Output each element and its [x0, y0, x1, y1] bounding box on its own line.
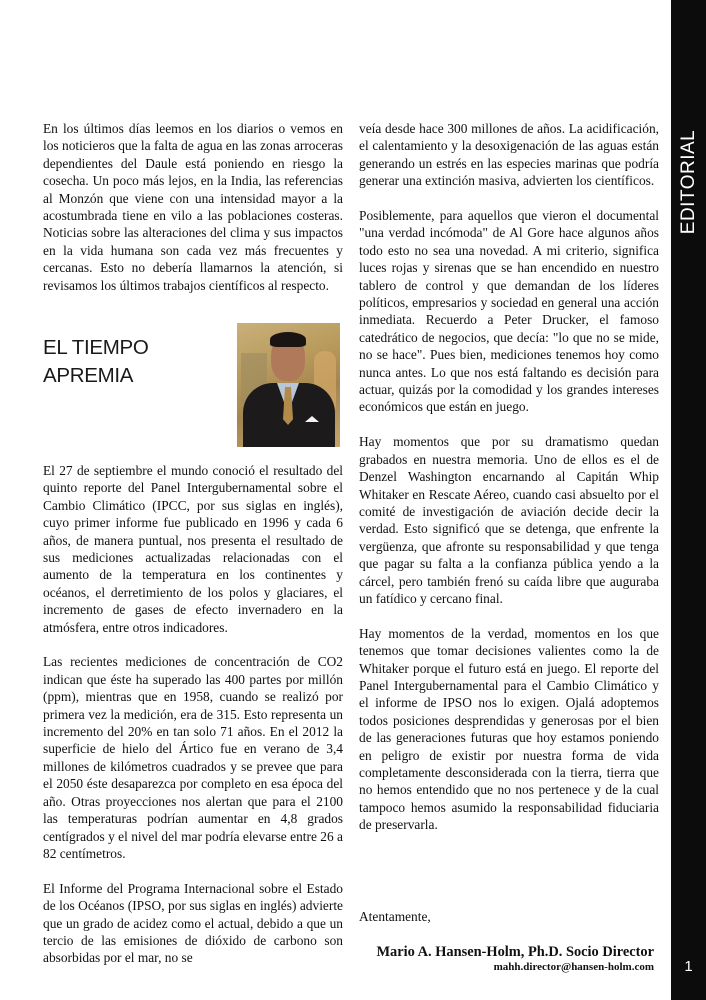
left-column-intro — [43, 120, 343, 294]
paragraph: Hay momentos que por su dramatismo quedan grabados en nuestra memoria. Uno de ellos es el de Denzel Washington encarnando al Capitán Whip Whitaker en Rescate Aéreo, cuando casi absuelto por el comité de investigación de aviación decide decir la verdad. Esto significó que se detenga, que enfrente la vergüenza, que afronte su responsabilidad y que tenga que pagar su falta a la confianza pública yendo a la cárcel, pero también frenó su caída libre que auguraba un fatídico y cercano final. — [359, 434, 659, 606]
headline-line-1: EL TIEMPO — [43, 336, 149, 359]
section-label: EDITORIAL — [677, 129, 699, 235]
right-column-body — [359, 120, 659, 834]
signature-block — [376, 943, 654, 974]
paragraph: veía desde hace 300 millones de años. La acidificación, el calentamiento y la desoxigenación de las aguas están generando un estrés en las especies marinas que podría generar una extinción masiva, advierten los científicos. — [359, 121, 659, 189]
author-photo — [237, 323, 340, 447]
paragraph: El 27 de septiembre el mundo conoció el resultado del quinto reporte del Panel Intergubernamental sobre el Cambio Climático (IPCC, por sus siglas en inglés), cuyo primer informe fue publicado en 1996 y cada 6 años, de manera puntual, nos presenta el resultado de sus mediciones actualizadas relacionadas con el aumento de la temperatura en los continentes y océanos, el derretimiento de los polos y glaciares, el incremento de gases de efecto invernadero en la atmósfera, entre otros indicadores. — [43, 463, 343, 635]
left-column-body — [43, 462, 343, 967]
section-sidebar — [671, 0, 706, 1000]
page-number: 1 — [684, 958, 693, 975]
signature-email[interactable]: mahh.director@hansen-holm.com — [493, 961, 654, 973]
photo-hair — [270, 332, 306, 347]
paragraph: En los últimos días leemos en los diarios o vemos en los noticieros que la falta de agua en las zonas arroceras dependientes del Daule está poniendo en riesgo la cosecha. Un poco más lejos, en la India, las referencias al Monzón que viene con una intensidad mayor a la acostumbrada tiene en vilo a las poblaciones costeras. Noticias sobre las alteraciones del clima y sus impactos en la vida humana son cada vez más frecuentes y cercanas. Esto no debería llamarnos la atención, si revisamos los últimos trabajos científicos al respecto. — [43, 121, 343, 293]
closing-salutation: Atentamente, — [359, 909, 431, 924]
headline-line-2: APREMIA — [43, 364, 134, 387]
article-headline — [43, 334, 149, 390]
paragraph: Posiblemente, para aquellos que vieron el documental "una verdad incómoda" de Al Gore hace algunos años todo esto no sea una novedad. A mi criterio, significa luces rojas y sirenas que se han encendido en nuestro tablero de control y que demandan de los líderes políticos, empresarios y sociedad en general una acción inmediata. Recuerdo a Peter Drucker, el famoso catedrático de negocios, que decía: "lo que no se mide, no se hace". Pues bien, mediciones tenemos hoy como nunca antes. Lo que nos está faltando es decisión para actuar, quizás por la comodidad y los grandes intereses económicos que están en juego. — [359, 208, 659, 415]
paragraph: Hay momentos de la verdad, momentos en los que tenemos que tomar decisiones valientes como la de Whitaker porque el futuro está en juego. El reporte del Panel Intergubernamental para el Cambio Climático y el informe de IPSO nos lo exigen. Ojalá adoptemos todos posiciones desprendidas y generosas por el bien de las generaciones futuras que hoy estamos poniendo en peligro de existir por nuestra forma de vida completamente desconsiderada con la tierra, tierra que no hemos entendido que no nos pertenece y de la cual tampoco hemos asumido la responsabilidad fiduciaria de preservarla. — [359, 625, 659, 833]
signature-name: Mario A. Hansen-Holm, Ph.D. Socio Director — [376, 944, 654, 960]
paragraph: El Informe del Programa Internacional sobre el Estado de los Océanos (IPSO, por sus siglas en inglés) advierte que un grado de acidez como el actual, debido a que un tercio de las emisiones de dióxido de carbono son absorbidas por el mar, no se — [43, 880, 343, 966]
paragraph: Las recientes mediciones de concentración de CO2 indican que éste ha superado las 400 partes por millón (ppm), mientras que en 1958, cuando se realizó por primera vez la medición, era de 315. Esto representa un incremento del 20% en tan solo 71 años. En el 2012 la superficie de hielo del Ártico fue en verano de 3,4 millones de kilómetros cuadrados y se prevee que para el 2050 éste desaparezca por completo en esa época del año. Otras proyecciones nos alertan que para el 2100 las temperaturas podrían aumentar en 4,8 grados centígrados y el nivel del mar podría elevarse entre 26 a 82 centímetros. — [43, 654, 343, 861]
